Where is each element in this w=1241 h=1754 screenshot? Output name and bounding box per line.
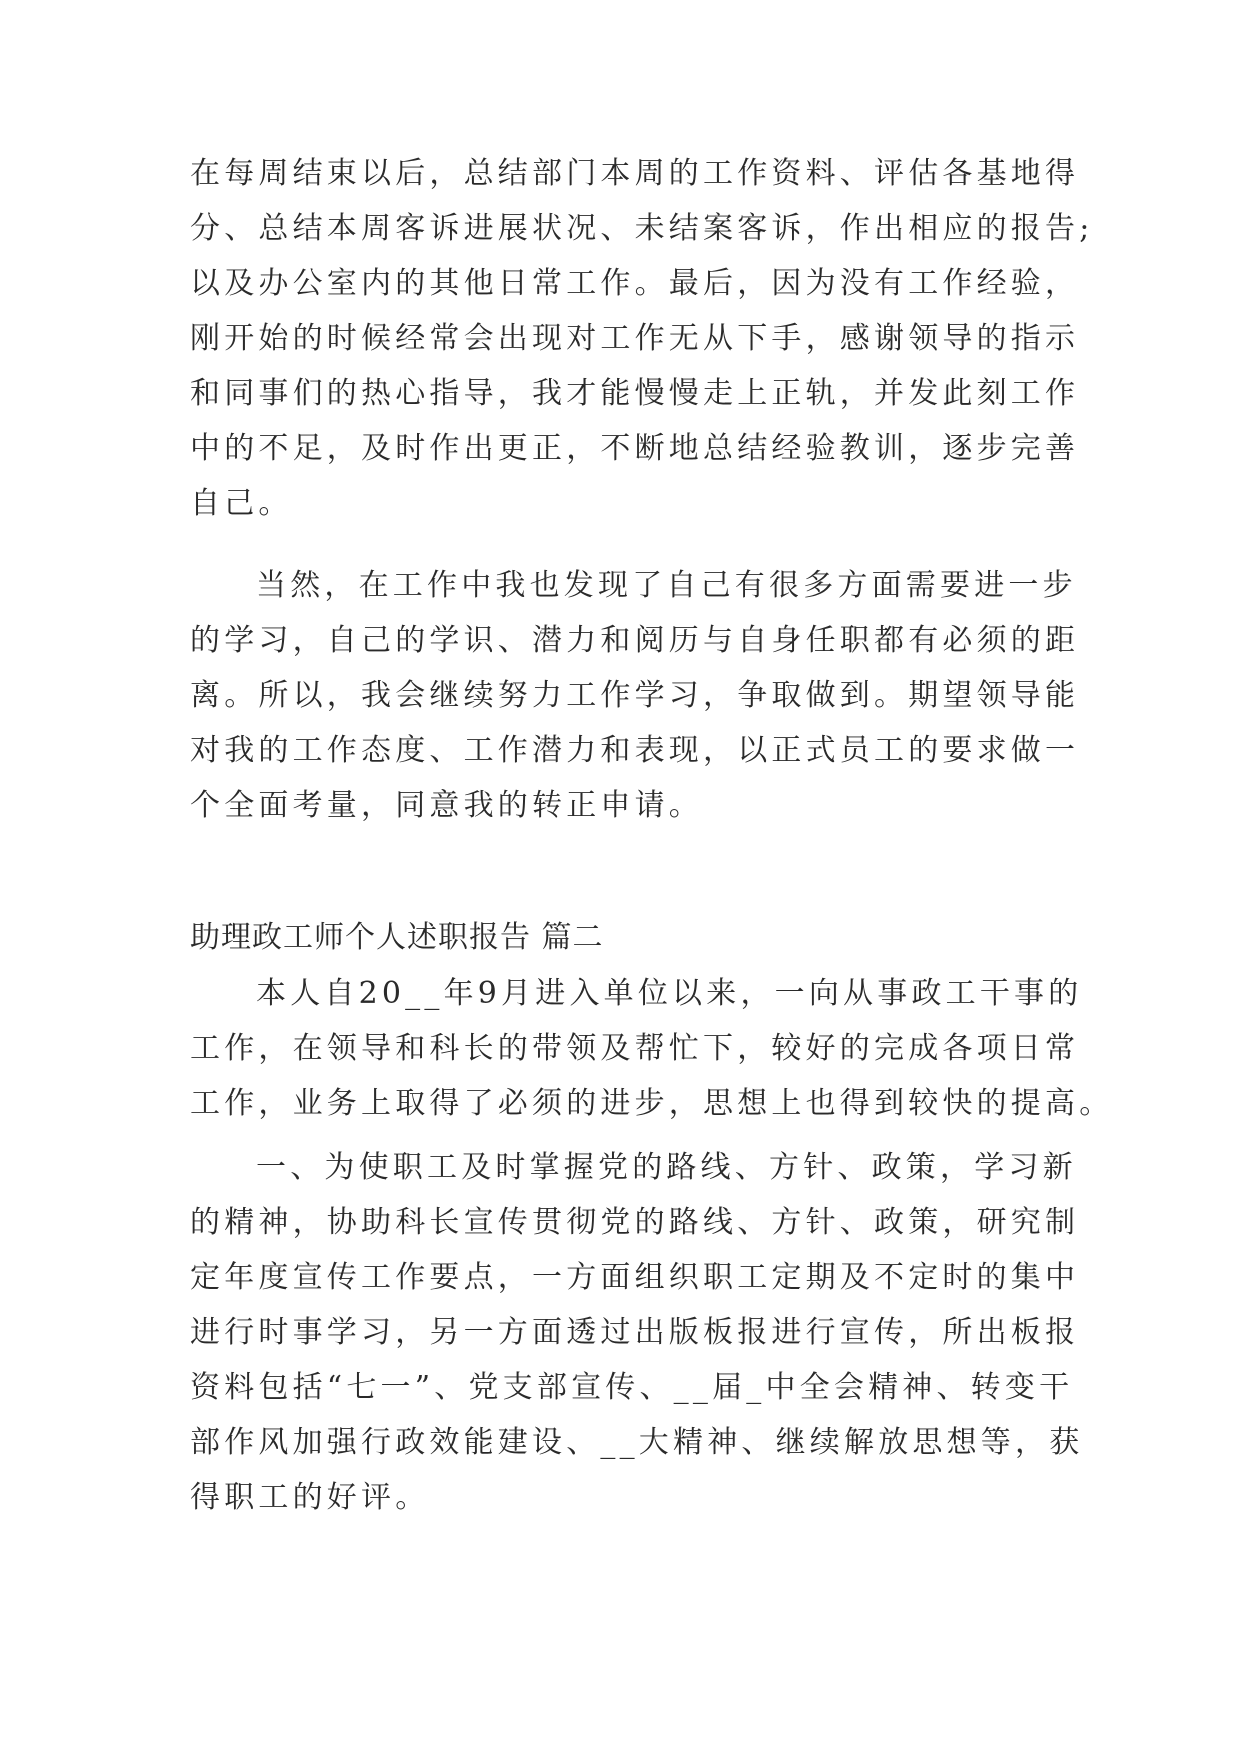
paragraph-line: 自己。 [190, 486, 293, 521]
paragraph-line: 刚开始的时候经常会出现对工作无从下手，感谢领导的指示 [190, 321, 1080, 356]
paragraph-line: 资料包括“七一”、党支部宣传、__届_中全会精神、转变干 [190, 1370, 1074, 1405]
paragraph-line: 的精神，协助科长宣传贯彻党的路线、方针、政策，研究制 [190, 1205, 1080, 1240]
paragraph-line: 分、总结本周客诉进展状况、未结案客诉，作出相应的报告; [190, 211, 1094, 246]
paragraph-line: 和同事们的热心指导，我才能慢慢走上正轨，并发此刻工作 [190, 376, 1080, 411]
paragraph-line: 部作风加强行政效能建设、__大精神、继续解放思想等，获 [190, 1425, 1084, 1460]
paragraph-line: 本人自20__年9月进入单位以来，一向从事政工干事的 [256, 976, 1083, 1011]
paragraph-line: 以及办公室内的其他日常工作。最后，因为没有工作经验， [190, 266, 1080, 301]
paragraph-line: 一、为使职工及时掌握党的路线、方针、政策，学习新 [256, 1150, 1077, 1185]
paragraph-line: 得职工的好评。 [190, 1480, 430, 1515]
section-title: 助理政工师个人述职报告 篇二 [190, 920, 604, 955]
paragraph-line: 进行时事学习，另一方面透过出版板报进行宣传，所出板报 [190, 1315, 1080, 1350]
paragraph-line: 工作，在领导和科长的带领及帮忙下，较好的完成各项日常 [190, 1031, 1080, 1066]
paragraph-line: 工作，业务上取得了必须的进步，思想上也得到较快的提高。 [190, 1086, 1114, 1121]
paragraph-line: 个全面考量，同意我的转正申请。 [190, 788, 703, 823]
paragraph-line: 对我的工作态度、工作潜力和表现，以正式员工的要求做一 [190, 733, 1080, 768]
paragraph-line: 在每周结束以后，总结部门本周的工作资料、评估各基地得 [190, 156, 1080, 191]
paragraph-line: 中的不足，及时作出更正，不断地总结经验教训，逐步完善 [190, 431, 1080, 466]
paragraph-line: 当然，在工作中我也发现了自己有很多方面需要进一步 [256, 568, 1077, 603]
paragraph-line: 离。所以，我会继续努力工作学习，争取做到。期望领导能 [190, 678, 1080, 713]
paragraph-line: 的学习，自己的学识、潜力和阅历与自身任职都有必须的距 [190, 623, 1080, 658]
paragraph-line: 定年度宣传工作要点，一方面组织职工定期及不定时的集中 [190, 1260, 1080, 1295]
